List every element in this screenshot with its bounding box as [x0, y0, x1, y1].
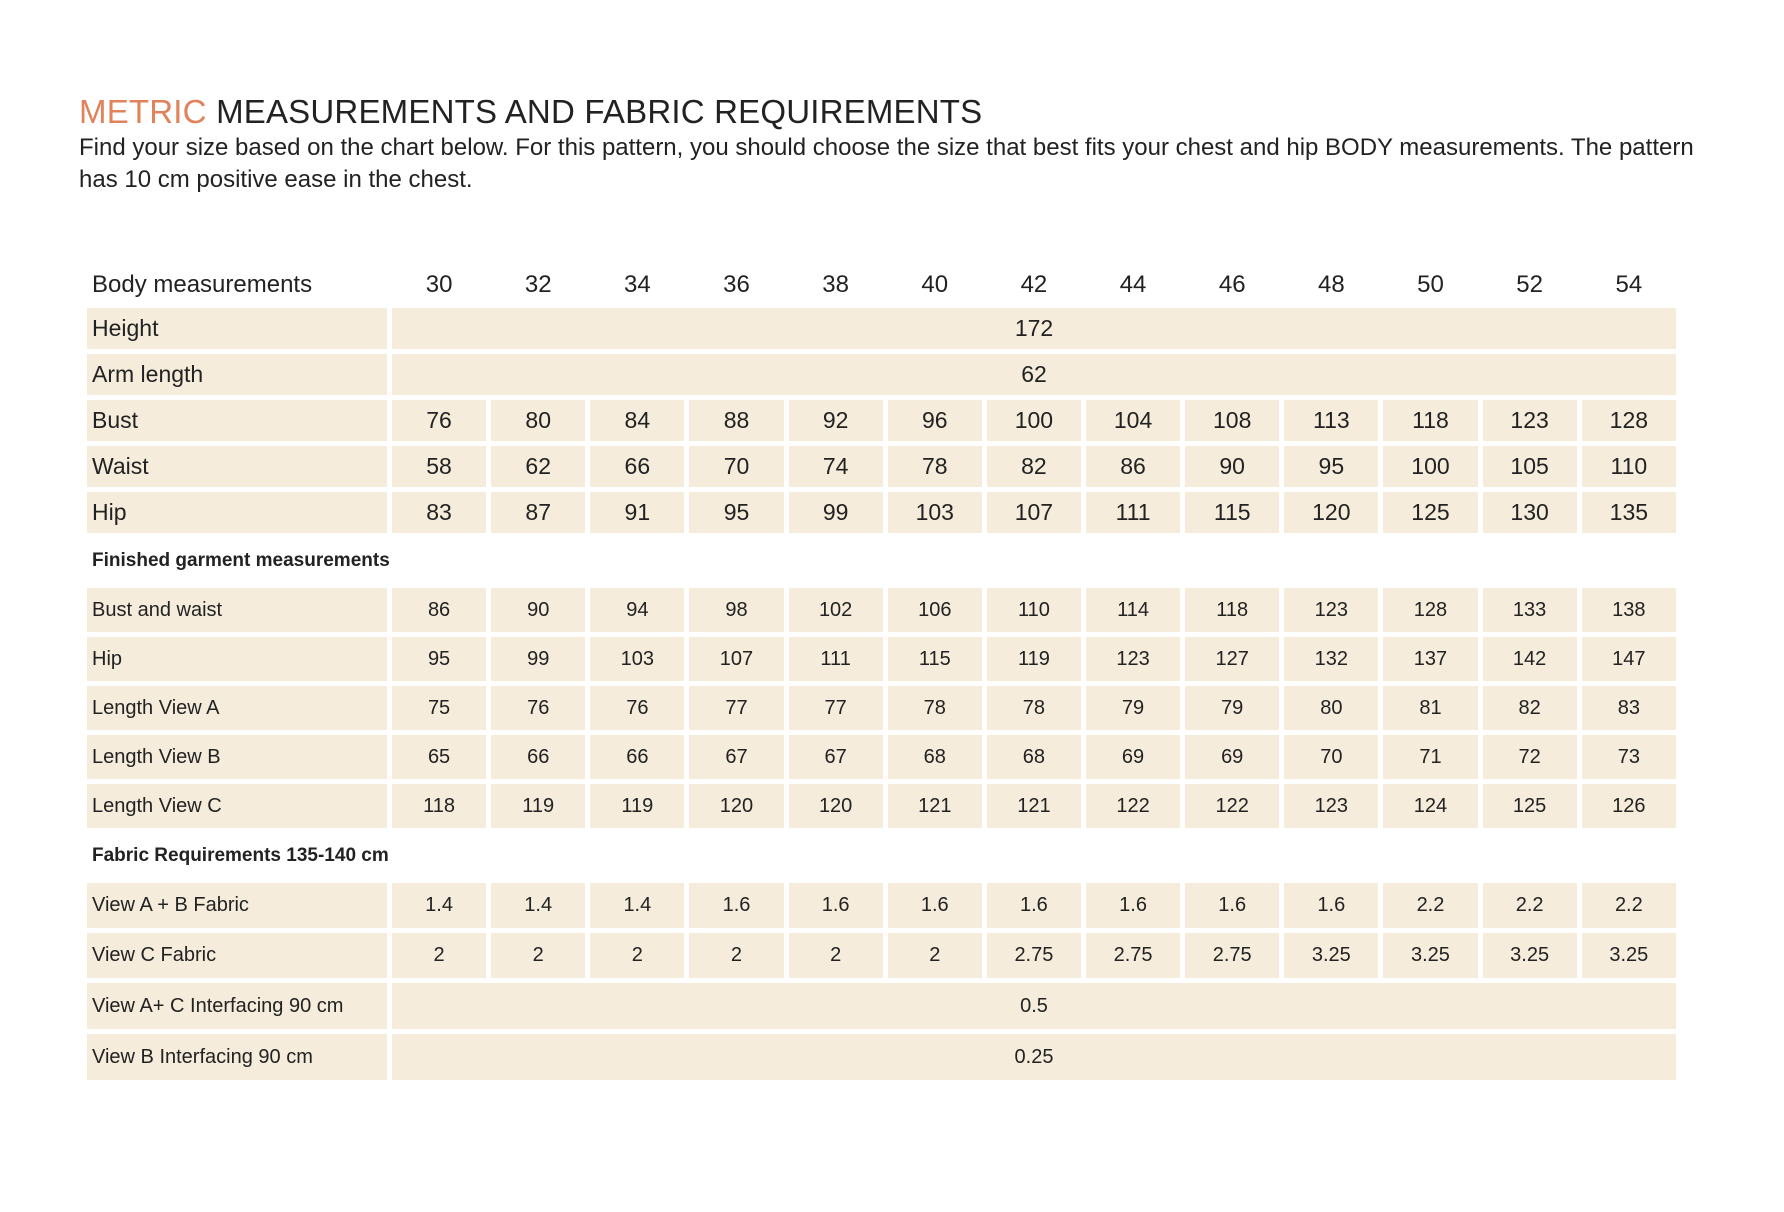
value-cell: 2 — [689, 933, 783, 978]
value-cell: 122 — [1185, 784, 1279, 828]
table-row — [87, 983, 1676, 1029]
row-label: Height — [87, 308, 387, 349]
intro-text: Find your size based on the chart below. For this pattern, you should choose the size that best fits your chest and hip BODY measurements. The pattern has 10 cm positive ease in the chest. — [79, 134, 1694, 193]
value-cell: 1.6 — [1284, 883, 1378, 928]
value-cell: 111 — [1086, 492, 1180, 533]
value-cell: 69 — [1086, 735, 1180, 779]
value-cell: 106 — [888, 588, 982, 632]
value-cell: 121 — [888, 784, 982, 828]
value-cell: 1.6 — [1185, 883, 1279, 928]
value-cell: 2 — [590, 933, 684, 978]
size-header-cell: 48 — [1317, 271, 1345, 298]
value-cell: 125 — [1483, 784, 1577, 828]
value-cell: 105 — [1483, 446, 1577, 487]
value-cell: 127 — [1185, 637, 1279, 681]
value-cell: 119 — [987, 637, 1081, 681]
value-cell: 76 — [392, 400, 486, 441]
title-rest: MEASUREMENTS AND FABRIC REQUIREMENTS — [206, 93, 983, 130]
value-cell: 120 — [1284, 492, 1378, 533]
value-cell: 95 — [689, 492, 783, 533]
size-header-cell: 36 — [723, 271, 750, 298]
value-cell: 107 — [987, 492, 1081, 533]
value-cell: 118 — [392, 784, 486, 828]
value-cell: 88 — [689, 400, 783, 441]
value-cell: 78 — [987, 686, 1081, 730]
value-cell: 95 — [392, 637, 486, 681]
size-header-row — [87, 267, 1676, 303]
value-cell: 84 — [590, 400, 684, 441]
table-row — [87, 686, 1676, 730]
value-cell: 79 — [1185, 686, 1279, 730]
value-cell: 70 — [1284, 735, 1378, 779]
value-cell: 80 — [491, 400, 585, 441]
value-cell: 118 — [1185, 588, 1279, 632]
value-cell: 2 — [392, 933, 486, 978]
value-cell: 72 — [1483, 735, 1577, 779]
table-row — [87, 1034, 1676, 1080]
value-cell: 135 — [1582, 492, 1676, 533]
value-cell: 103 — [590, 637, 684, 681]
value-cell: 103 — [888, 492, 982, 533]
table-row — [87, 883, 1676, 928]
value-cell: 1.6 — [888, 883, 982, 928]
value-cell: 78 — [888, 686, 982, 730]
value-cell: 3.25 — [1582, 933, 1676, 978]
table-row — [87, 446, 1676, 487]
table-row — [87, 637, 1676, 681]
size-header-cell: 38 — [822, 271, 849, 298]
value-cell: 119 — [590, 784, 684, 828]
value-cell: 86 — [392, 588, 486, 632]
row-label: View C Fabric — [87, 933, 387, 978]
value-cell: 2.75 — [1086, 933, 1180, 978]
size-header-cell: 52 — [1516, 271, 1543, 298]
value-cell: 1.6 — [1086, 883, 1180, 928]
value-cell: 66 — [491, 735, 585, 779]
spanned-value-cell: 0.5 — [392, 983, 1676, 1029]
value-cell: 80 — [1284, 686, 1378, 730]
size-header-cell: 40 — [921, 271, 949, 298]
value-cell: 2.2 — [1383, 883, 1477, 928]
section-heading: Fabric Requirements 135-140 cm — [92, 844, 389, 866]
value-cell: 58 — [392, 446, 486, 487]
value-cell: 90 — [1185, 446, 1279, 487]
value-cell: 130 — [1483, 492, 1577, 533]
value-cell: 77 — [689, 686, 783, 730]
table-row — [87, 492, 1676, 533]
row-label: View A + B Fabric — [87, 883, 387, 928]
value-cell: 128 — [1383, 588, 1477, 632]
value-cell: 66 — [590, 446, 684, 487]
spanned-value-cell: 62 — [392, 354, 1676, 395]
value-cell: 1.6 — [987, 883, 1081, 928]
table-row — [87, 308, 1676, 349]
value-cell: 115 — [888, 637, 982, 681]
row-label: View B Interfacing 90 cm — [87, 1034, 387, 1080]
value-cell: 67 — [789, 735, 883, 779]
table-row — [87, 588, 1676, 632]
value-cell: 1.4 — [491, 883, 585, 928]
value-cell: 120 — [689, 784, 783, 828]
table-row — [87, 933, 1676, 978]
section-header-row — [87, 833, 1676, 878]
value-cell: 1.4 — [392, 883, 486, 928]
value-cell: 128 — [1582, 400, 1676, 441]
value-cell: 2 — [491, 933, 585, 978]
value-cell: 2.2 — [1483, 883, 1577, 928]
value-cell: 81 — [1383, 686, 1477, 730]
size-header-cell: 54 — [1615, 271, 1643, 298]
value-cell: 1.6 — [689, 883, 783, 928]
value-cell: 138 — [1582, 588, 1676, 632]
size-header-cell: 30 — [425, 271, 453, 298]
value-cell: 82 — [1483, 686, 1577, 730]
section-heading: Finished garment measurements — [92, 549, 390, 571]
value-cell: 70 — [689, 446, 783, 487]
row-label: Waist — [87, 446, 387, 487]
value-cell: 122 — [1086, 784, 1180, 828]
value-cell: 76 — [590, 686, 684, 730]
value-cell: 102 — [789, 588, 883, 632]
value-cell: 87 — [491, 492, 585, 533]
row-label: Hip — [87, 492, 387, 533]
value-cell: 78 — [888, 446, 982, 487]
value-cell: 107 — [689, 637, 783, 681]
value-cell: 74 — [789, 446, 883, 487]
value-cell: 124 — [1383, 784, 1477, 828]
value-cell: 123 — [1086, 637, 1180, 681]
value-cell: 142 — [1483, 637, 1577, 681]
value-cell: 67 — [689, 735, 783, 779]
value-cell: 111 — [789, 637, 883, 681]
value-cell: 68 — [888, 735, 982, 779]
value-cell: 69 — [1185, 735, 1279, 779]
value-cell: 82 — [987, 446, 1081, 487]
row-label: Length View A — [87, 686, 387, 730]
value-cell: 95 — [1284, 446, 1378, 487]
value-cell: 123 — [1284, 784, 1378, 828]
value-cell: 123 — [1483, 400, 1577, 441]
value-cell: 3.25 — [1483, 933, 1577, 978]
value-cell: 99 — [491, 637, 585, 681]
size-header-cell: 34 — [624, 271, 651, 298]
value-cell: 83 — [1582, 686, 1676, 730]
value-cell: 132 — [1284, 637, 1378, 681]
value-cell: 86 — [1086, 446, 1180, 487]
value-cell: 100 — [1383, 446, 1477, 487]
size-header-cell: 42 — [1020, 271, 1048, 298]
size-header-cell: 32 — [524, 271, 552, 298]
size-header-cell: 44 — [1119, 271, 1147, 298]
value-cell: 2.2 — [1582, 883, 1676, 928]
value-cell: 66 — [590, 735, 684, 779]
value-cell: 113 — [1284, 400, 1378, 441]
table-row — [87, 784, 1676, 828]
value-cell: 99 — [789, 492, 883, 533]
value-cell: 123 — [1284, 588, 1378, 632]
size-chart-table — [82, 262, 1681, 1085]
value-cell: 121 — [987, 784, 1081, 828]
spanned-value-cell: 0.25 — [392, 1034, 1676, 1080]
value-cell: 125 — [1383, 492, 1477, 533]
value-cell: 73 — [1582, 735, 1676, 779]
value-cell: 104 — [1086, 400, 1180, 441]
value-cell: 76 — [491, 686, 585, 730]
value-cell: 75 — [392, 686, 486, 730]
row-label: Bust and waist — [87, 588, 387, 632]
value-cell: 1.6 — [789, 883, 883, 928]
size-header-cell: 46 — [1218, 271, 1246, 298]
value-cell: 137 — [1383, 637, 1477, 681]
row-label: Length View B — [87, 735, 387, 779]
value-cell: 114 — [1086, 588, 1180, 632]
value-cell: 96 — [888, 400, 982, 441]
value-cell: 83 — [392, 492, 486, 533]
value-cell: 147 — [1582, 637, 1676, 681]
value-cell: 79 — [1086, 686, 1180, 730]
size-header-cell: 50 — [1417, 271, 1444, 298]
value-cell: 100 — [987, 400, 1081, 441]
value-cell: 91 — [590, 492, 684, 533]
value-cell: 92 — [789, 400, 883, 441]
value-cell: 3.25 — [1383, 933, 1477, 978]
value-cell: 68 — [987, 735, 1081, 779]
value-cell: 108 — [1185, 400, 1279, 441]
value-cell: 133 — [1483, 588, 1577, 632]
value-cell: 2 — [888, 933, 982, 978]
value-cell: 94 — [590, 588, 684, 632]
row-label: Arm length — [87, 354, 387, 395]
value-cell: 3.25 — [1284, 933, 1378, 978]
row-label: Hip — [87, 637, 387, 681]
value-cell: 98 — [689, 588, 783, 632]
value-cell: 1.4 — [590, 883, 684, 928]
title-accent: METRIC — [79, 93, 207, 130]
value-cell: 2.75 — [1185, 933, 1279, 978]
value-cell: 2.75 — [987, 933, 1081, 978]
value-cell: 126 — [1582, 784, 1676, 828]
value-cell: 90 — [491, 588, 585, 632]
size-chart-body — [87, 267, 1676, 1080]
row-label: View A+ C Interfacing 90 cm — [87, 983, 387, 1029]
value-cell: 65 — [392, 735, 486, 779]
header-label: Body measurements — [92, 271, 313, 298]
table-row — [87, 400, 1676, 441]
value-cell: 77 — [789, 686, 883, 730]
value-cell: 115 — [1185, 492, 1279, 533]
spanned-value-cell: 172 — [392, 308, 1676, 349]
table-row — [87, 354, 1676, 395]
value-cell: 2 — [789, 933, 883, 978]
value-cell: 62 — [491, 446, 585, 487]
row-label: Bust — [87, 400, 387, 441]
value-cell: 110 — [1582, 446, 1676, 487]
value-cell: 71 — [1383, 735, 1477, 779]
value-cell: 120 — [789, 784, 883, 828]
value-cell: 110 — [987, 588, 1081, 632]
value-cell: 119 — [491, 784, 585, 828]
section-header-row — [87, 538, 1676, 583]
table-row — [87, 735, 1676, 779]
page-title — [79, 92, 982, 132]
row-label: Length View C — [87, 784, 387, 828]
value-cell: 118 — [1383, 400, 1477, 441]
